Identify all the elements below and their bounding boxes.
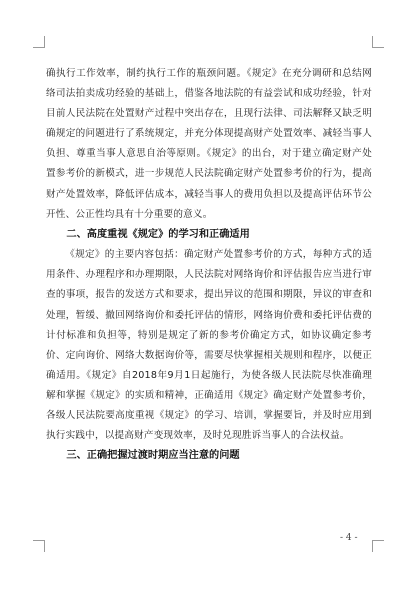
page-number: - 4 - xyxy=(340,533,358,543)
section-heading-2: 二、高度重视《规定》的学习和正确适用 xyxy=(66,228,250,240)
body-paragraph-2: 《规定》的主要内容包括：确定财产处置参考价的方式，每种方式的适用条件、办理程序和办理期限，人民法院对网络询价和评估报告应当进行审查的事项，报告的发送方式和要求，提出异议的范围和期限，异议的审查和处理，暂缓、撤回网络询价和委托评估的情形，网络询价费和委托评估费的计付标准和负担等，特别是规定了新的参考价确定方式，如协议确定参考价、定向询价、网络大数据询价等，需要尽快掌握相关规则和程序，以便正确适用。《规定》自2018年9月1日起施行，为使各级人民法院尽快准确理解和掌握《规定》的实质和精神，正确适用《规定》确定财产处置参考价，各级人民法院要高度重视《规定》的学习、培训，掌握要旨，并及时应用到执行实践中，以提高财产变现效率，及时兑现胜诉当事人的合法权益。 xyxy=(46,249,372,442)
document-body xyxy=(46,64,372,467)
section-heading-3: 三、正确把握过渡时期应当注意的问题 xyxy=(66,450,240,462)
body-paragraph-1: 确执行工作效率，制约执行工作的瓶颈问题。《规定》在充分调研和总结网络司法拍卖成功经验的基础上，借鉴各地法院的有益尝试和成功经验，针对目前人民法院在处置财产过程中突出存在，且现行法律、司法解释又缺乏明确规定的问题进行了系统规定，并充分体现提高财产处置效率、减轻当事人负担、尊重当事人意思自治等原则。《规定》的出台，对于建立确定财产处置参考价的新模式，进一步规范人民法院确定财产处置参考价的行为，提高财产处置效率，降低评估成本，减轻当事人的费用负担以及提高评估环节公开性、公正性均具有十分重要的意义。 xyxy=(46,68,372,220)
